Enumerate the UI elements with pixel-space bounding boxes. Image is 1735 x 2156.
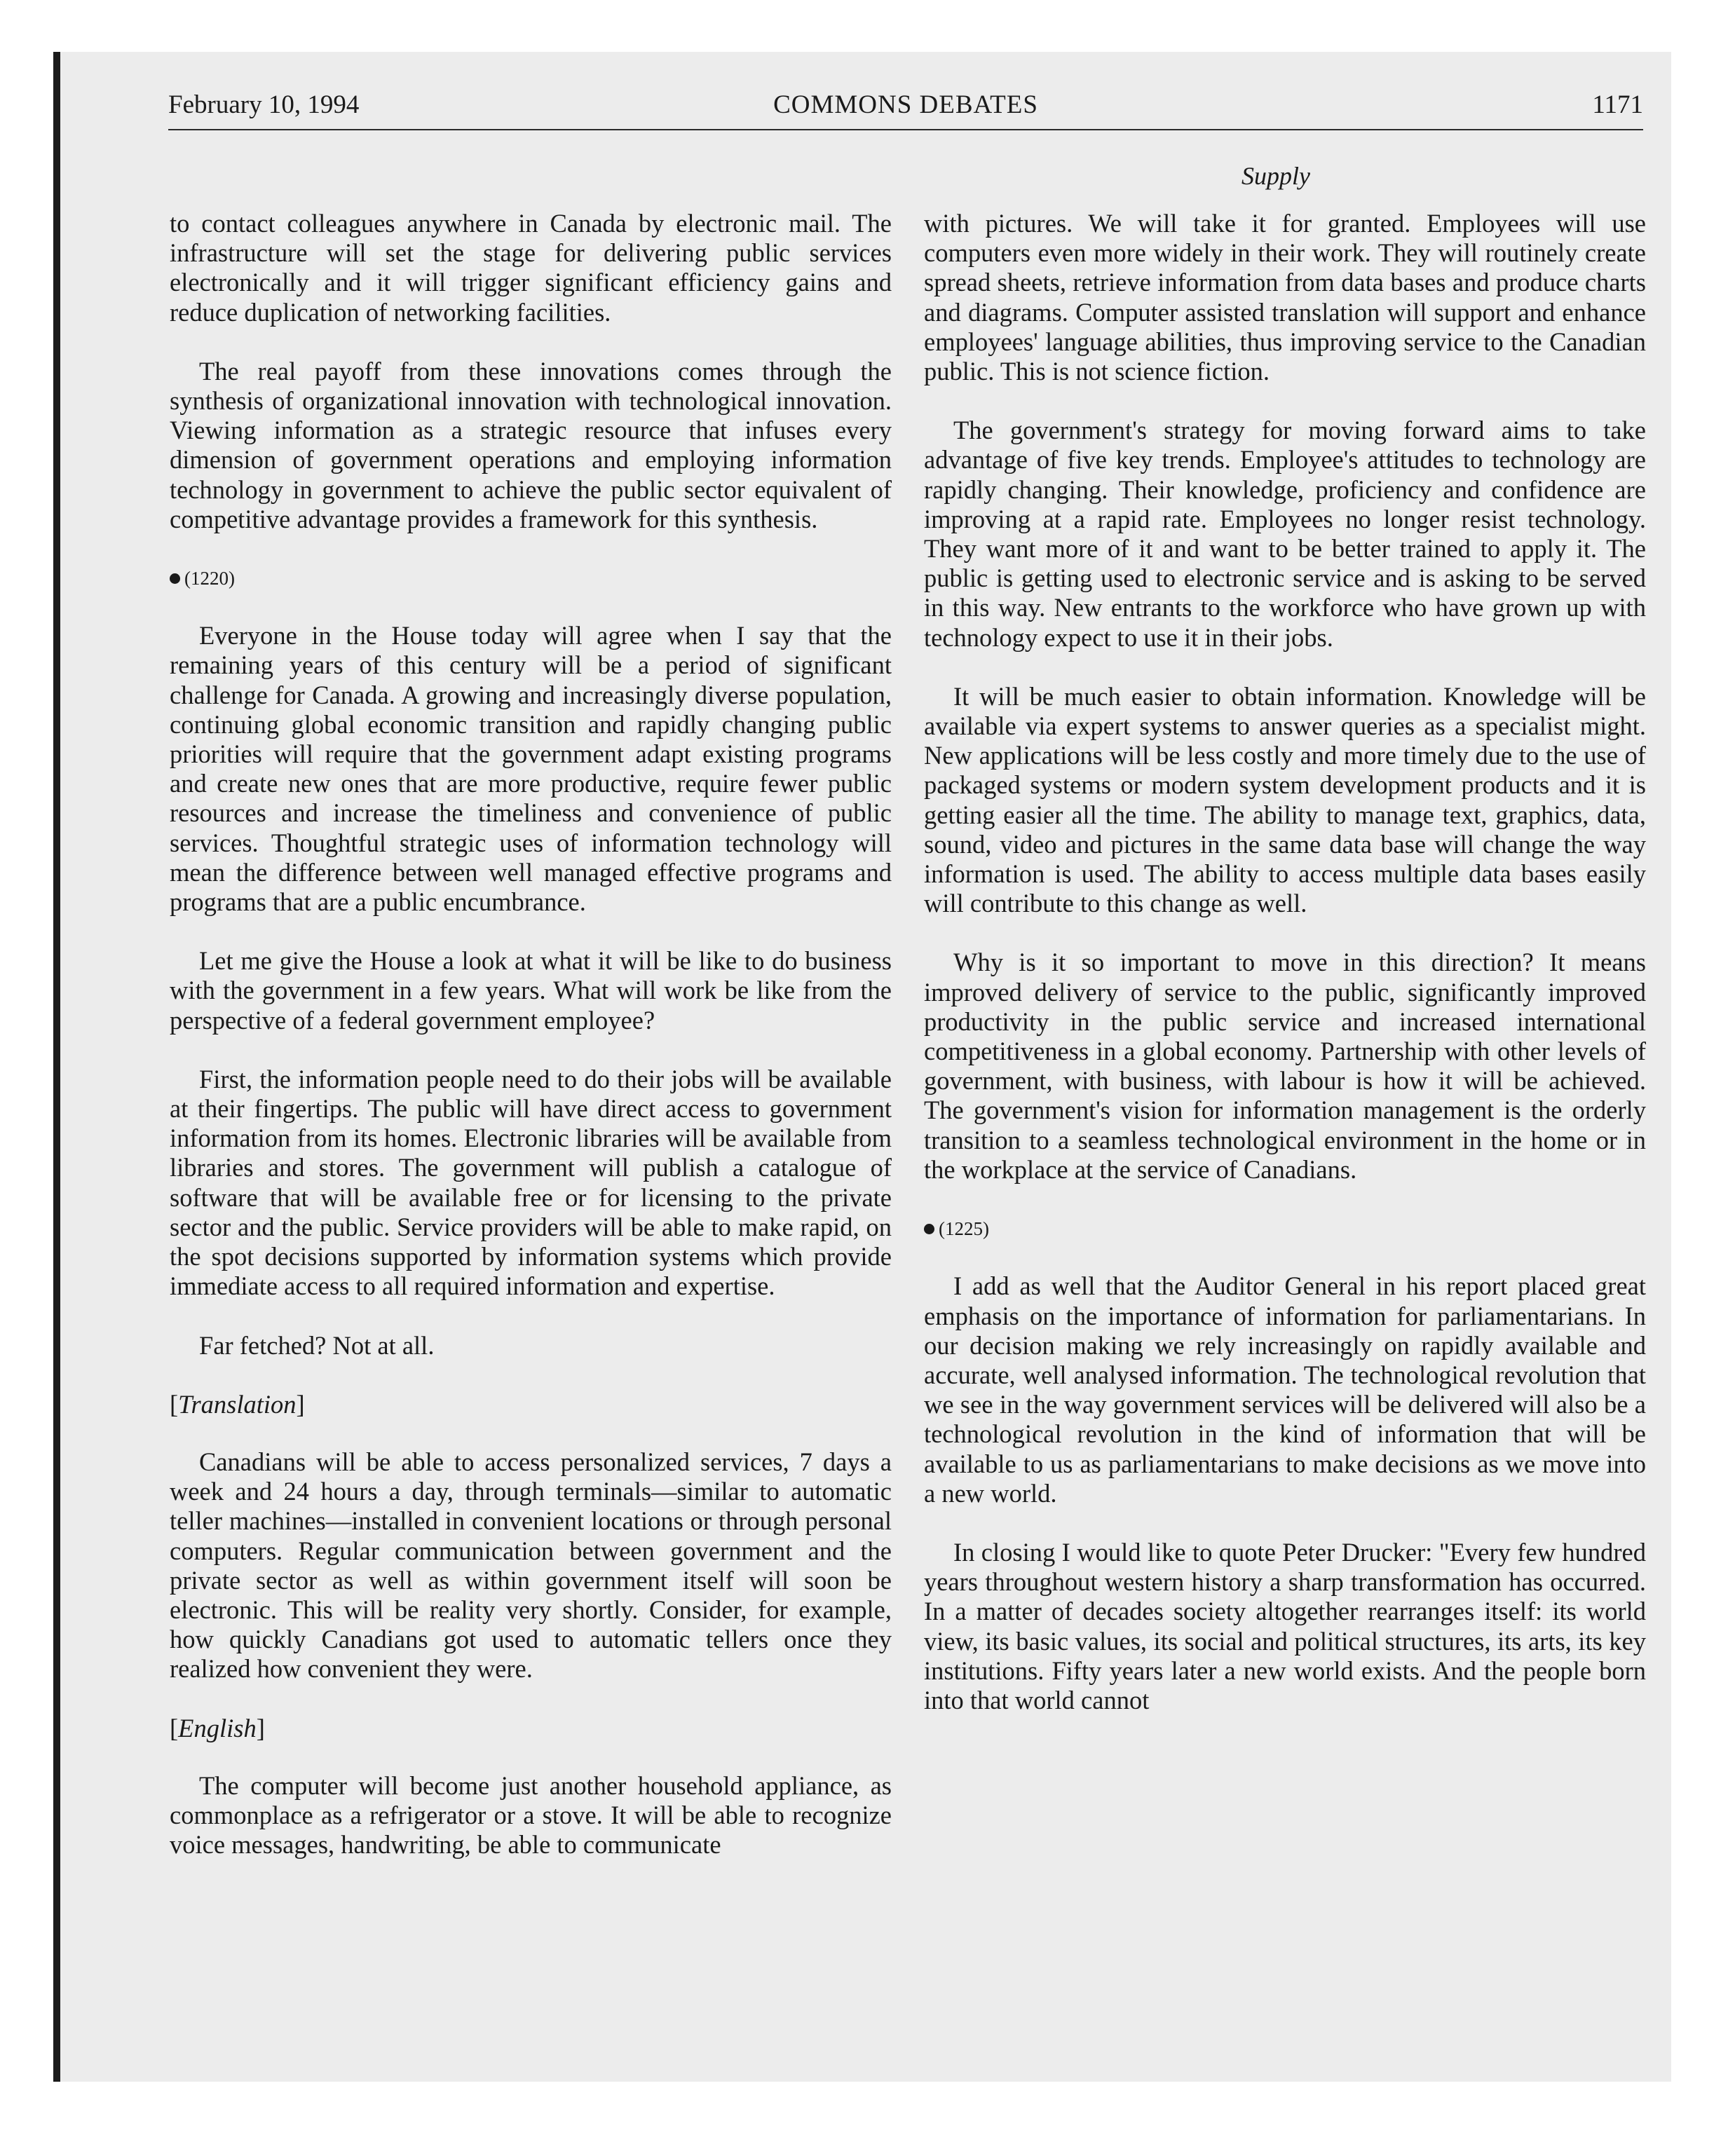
- header-date: February 10, 1994: [168, 90, 360, 119]
- language-label: Translation: [178, 1389, 297, 1419]
- timestamp: [924, 1214, 1646, 1243]
- paragraph: with pictures. We will take it for granted. Employees will use computers even more widely in their work. They will routinely create spread sheets, retrieve information from data bases and produce charts and diagrams. Computer assisted translation will support and enhance employees' language abilities, thus improving service to the Canadian public. This is not science fiction.: [924, 209, 1646, 386]
- paragraph: The real payoff from these innovations comes through the synthesis of organizational innovation with technological innovation. Viewing information as a strategic resource that infuses every dimension of government operations and employing information technology in government to achieve the public sector equivalent of competitive advantage provides a framework for this synthesis.: [170, 356, 892, 533]
- language-marker: [Translation]: [170, 1389, 305, 1419]
- paragraph: I add as well that the Auditor General in his report placed great emphasis on the importance of information for parliamentarians. In our decision making we rely increasingly on rapidly available and accurate, well analysed information. The technological revolution that we see in the way government services will be delivered will also be a technological revolution in the kind of information that will be available to us as parliamentarians to make decisions as we move into a new world.: [924, 1271, 1646, 1508]
- language-marker: [English]: [170, 1713, 265, 1742]
- right-column: [924, 209, 1646, 1745]
- timestamp: [170, 564, 892, 593]
- bullet-icon: [170, 573, 180, 584]
- left-column: [170, 209, 892, 1889]
- paragraph: to contact colleagues anywhere in Canada by electronic mail. The infrastructure will set the stage for delivering public services electronically and it will trigger significant efficiency gains and reduce duplication of networking facilities.: [170, 209, 892, 327]
- paragraph: Why is it so important to move in this direction? It means improved delivery of service to the public, significantly improved productivity in the public service and increased international competitiveness in a global economy. Partnership with other levels of government, with business, with labour is how it will be achieved. The government's vision for information management is the orderly transition to a seamless technological environment in the home or in the workplace at the service of Canadians.: [924, 948, 1646, 1184]
- paragraph: Let me give the House a look at what it will be like to do business with the government in a few years. What will work be like from the perspective of a federal government employee?: [170, 946, 892, 1035]
- header-page-number: 1171: [1592, 90, 1643, 119]
- bullet-icon: [924, 1224, 934, 1234]
- paragraph: Everyone in the House today will agree when I say that the remaining years of this century will be a period of significant challenge for Canada. A growing and increasingly diverse population, continuing global economic transition and rapidly changing public priorities will require that the government adapt existing programs and create new ones that are more productive, require fewer public resources and increase the timeliness and convenience of public services. Thoughtful strategic uses of information technology will mean the difference between well managed effective programs and programs that are a public encumbrance.: [170, 621, 892, 917]
- running-head: Supply: [1241, 162, 1310, 190]
- timestamp-text: (1225): [939, 1218, 989, 1240]
- paragraph: The computer will become just another household appliance, as commonplace as a refrigerator or a stove. It will be able to recognize voice messages, handwriting, be able to communicate: [170, 1770, 892, 1860]
- timestamp-text: (1220): [184, 568, 235, 589]
- paragraph: It will be much easier to obtain information. Knowledge will be available via expert systems to answer queries as a specialist might. New applications will be less costly and more timely due to the use of packaged systems or modern system development products and it is getting easier all the time. The ability to manage text, graphics, data, sound, video and pictures in the same data base will change the way information is used. The ability to access multiple data bases easily will contribute to this change as well.: [924, 681, 1646, 918]
- paragraph: Far fetched? Not at all.: [199, 1330, 435, 1360]
- language-label: English: [178, 1713, 257, 1742]
- paragraph: First, the information people need to do their jobs will be available at their fingertips. The public will have direct access to government information from its homes. Electronic libraries will be available from libraries and stores. The government will publish a catalogue of software that will be available free or for licensing to the private sector and the public. Service providers will be able to make rapid, on the spot decisions supported by information systems which provide immediate access to all required information and expertise.: [170, 1064, 892, 1301]
- paragraph: In closing I would like to quote Peter Drucker: "Every few hundred years throughout western history a sharp transformation has occurred. In a matter of decades society altogether rearranges itself: its world view, its basic values, its social and political structures, its arts, its key institutions. Fifty years later a new world exists. And the people born into that world cannot: [924, 1537, 1646, 1714]
- paragraph: The government's strategy for moving forward aims to take advantage of five key trends. Employee's attitudes to technology are rapidly changing. Their knowledge, proficiency and confidence are improving at a rapid rate. Employees no longer resist technology. They want more of it and want to be better trained to apply it. The public is getting used to electronic service and is asking to be served in this way. New entrants to the workforce who have grown up with technology expect to use it in their jobs.: [924, 416, 1646, 652]
- page-header: [168, 90, 1643, 130]
- header-publication: COMMONS DEBATES: [773, 90, 1038, 119]
- paragraph: Canadians will be able to access personalized services, 7 days a week and 24 hours a day, through terminals—similar to automatic teller machines—installed in convenient locations or through personal computers. Regular communication between government and the private sector as well as within government itself will soon be electronic. This will be reality very shortly. Consider, for example, how quickly Canadians got used to automatic tellers once they realized how convenient they were.: [170, 1447, 892, 1684]
